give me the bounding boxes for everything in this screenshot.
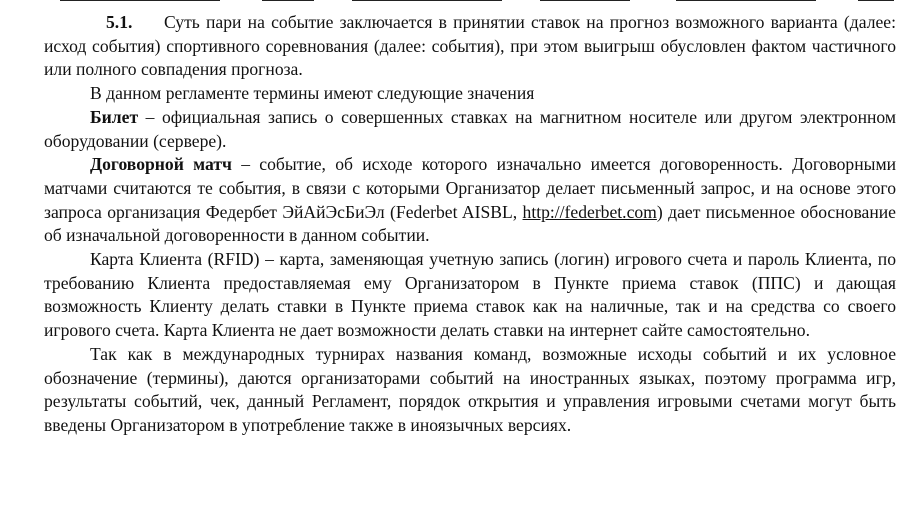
cropped-text-fragment [262,0,314,1]
definition-dogovornoy-text-part2: ) дает письменное обоснование об изначальной договоренности в данном событии. [44,201,896,246]
term-dogovornoy-match: Договорной матч [90,154,232,175]
definition-dogovornoy-match [44,153,896,248]
cropped-text-fragment [540,0,630,1]
definition-bilet [44,106,896,153]
section-intro-text: Суть пари на событие заключается в принятии ставок на прогноз возможного варианта (далее: исход события) спортивного соревнования (далее: события), при этом выигрыш обусловлен фактом частичного или полного совпадения прогноза. [44,12,896,80]
cropped-text-fragment [676,0,816,1]
definition-dogovornoy-text-part1: – событие, об исходе которого изначально имеется договоренность. Договорными матчами считаются те события, в связи с которыми Организатор делает письменный запрос, и на основе этого запроса организация Федербет ЭйАйЭсБиЭл (Federbet AISBL, [44,154,897,222]
term-bilet: Билет [90,106,139,127]
federbet-link[interactable]: http://federbet.com [522,201,657,222]
cropped-previous-line [0,0,910,3]
international-versions-paragraph: Так как в международных турнирах названия команд, возможные исходы событий и их условное обозначение (термины), даются организаторами событий на иностранных языках, поэтому программа игр, результаты событий, чек, данный Регламент, порядок открытия и управления игровыми счетами могут быть введены Организатором в употребление также в иноязычных версиях. [44,343,896,435]
document-body [44,11,896,438]
terms-intro-paragraph: В данном регламенте термины имеют следующие значения [90,83,535,104]
definition-bilet-text: – официальная запись о совершенных ставках на магнитном носителе или другом электронном оборудовании (сервере). [44,106,896,151]
section-number: 5.1. [106,12,133,32]
section-5-1-paragraph [44,11,896,82]
definition-karta-klienta: Карта Клиента (RFID) – карта, заменяющая учетную запись (логин) игрового счета и пароль Клиента, по требованию Клиента предоставляемая ему Организатором в Пункте приема ставок (ППС) и дающая возможность Клиенту делать ставки в Пункте приема ставок как на наличные, так и на средства со своего игрового счета. Карта Клиента не дает возможности делать ставки на интернет сайте самостоятельно. [44,249,896,341]
cropped-text-fragment [858,0,894,1]
cropped-text-fragment [60,0,220,1]
cropped-text-fragment [352,0,502,1]
